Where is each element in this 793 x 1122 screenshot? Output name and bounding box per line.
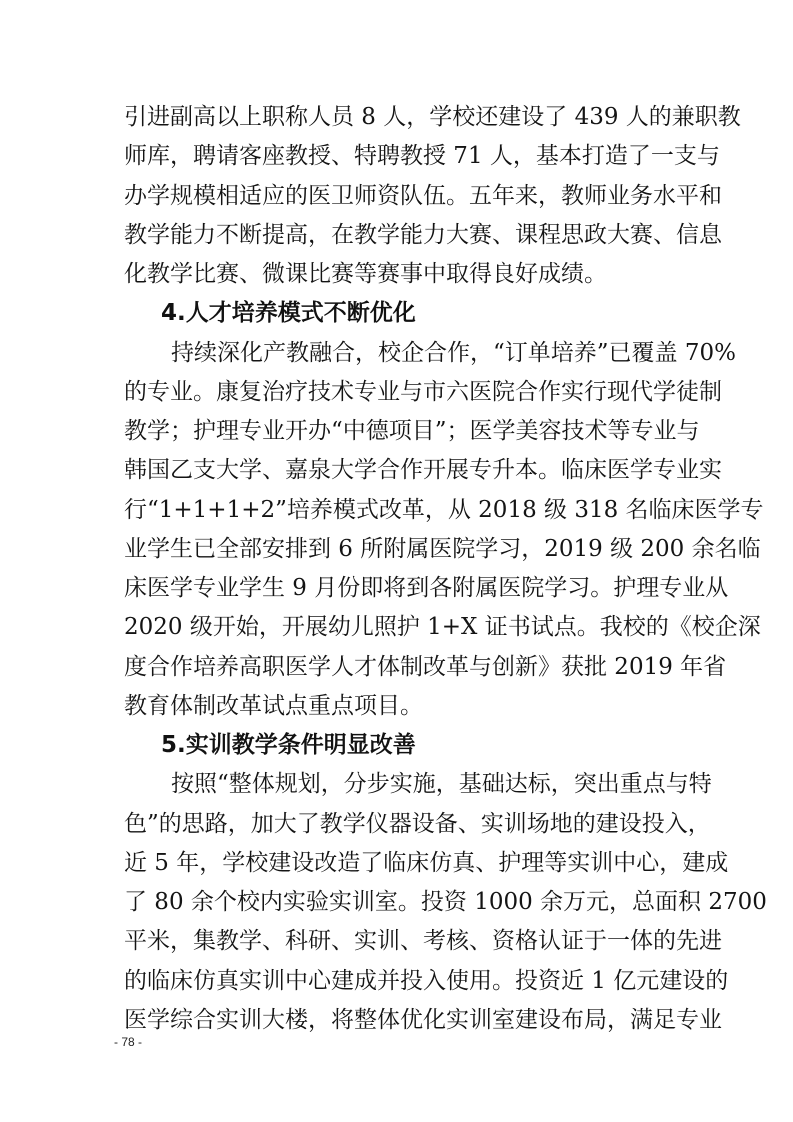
body-text-line: 教学能力不断提高，在教学能力大赛、课程思政大赛、信息 (124, 222, 722, 248)
page-number: - 78 - (114, 1035, 143, 1049)
body-text-line: 化教学比赛、微课比赛等赛事中取得良好成绩。 (124, 261, 607, 287)
body-text-line: 办学规模相适应的医卫师资队伍。五年来，教师业务水平和 (124, 183, 722, 209)
body-text-line: 色”的思路，加大了教学仪器设备、实训场地的建设投入， (124, 811, 711, 837)
body-text-line: 的临床仿真实训中心建成并投入使用。投资近 1 亿元建设的 (124, 968, 729, 994)
body-text-line: 韩国乙支大学、嘉泉大学合作开展专升本。临床医学专业实 (124, 457, 722, 483)
body-text-line: 按照“整体规划，分步实施，基础达标，突出重点与特 (171, 771, 712, 797)
body-text-line: 的专业。康复治疗技术专业与市六医院合作实行现代学徒制 (124, 379, 722, 405)
section-heading: 5.实训教学条件明显改善 (161, 732, 416, 758)
body-text-line: 持续深化产教融合，校企合作，“订单培养”已覆盖 70% (171, 340, 736, 366)
body-text-line: 度合作培养高职医学人才体制改革与创新》获批 2019 年省 (124, 654, 727, 680)
body-text-line: 引进副高以上职称人员 8 人，学校还建设了 439 人的兼职教 (124, 104, 741, 130)
body-text-line: 行“1+1+1+2”培养模式改革，从 2018 级 318 名临床医学专 (124, 497, 764, 523)
section-heading: 4.人才培养模式不断优化 (161, 300, 416, 326)
body-text-line: 教育体制改革试点重点项目。 (124, 693, 423, 719)
body-text-line: 师库，聘请客座教授、特聘教授 71 人，基本打造了一支与 (124, 143, 720, 169)
body-text-line: 2020 级开始，开展幼儿照护 1+X 证书试点。我校的《校企深 (124, 614, 761, 640)
body-text-line: 了 80 余个校内实验实训室。投资 1000 余万元，总面积 2700 (124, 889, 767, 915)
body-text-line: 床医学专业学生 9 月份即将到各附属医院学习。护理专业从 (124, 575, 729, 601)
body-text-line: 业学生已全部安排到 6 所附属医院学习，2019 级 200 余名临 (124, 536, 761, 562)
body-text-line: 医学综合实训大楼，将整体优化实训室建设布局，满足专业 (124, 1007, 722, 1033)
body-text-line: 平米，集教学、科研、实训、考核、资格认证于一体的先进 (124, 928, 722, 954)
body-text-line: 教学；护理专业开办“中德项目”；医学美容技术等专业与 (124, 418, 700, 444)
body-text-line: 近 5 年，学校建设改造了临床仿真、护理等实训中心，建成 (124, 850, 729, 876)
